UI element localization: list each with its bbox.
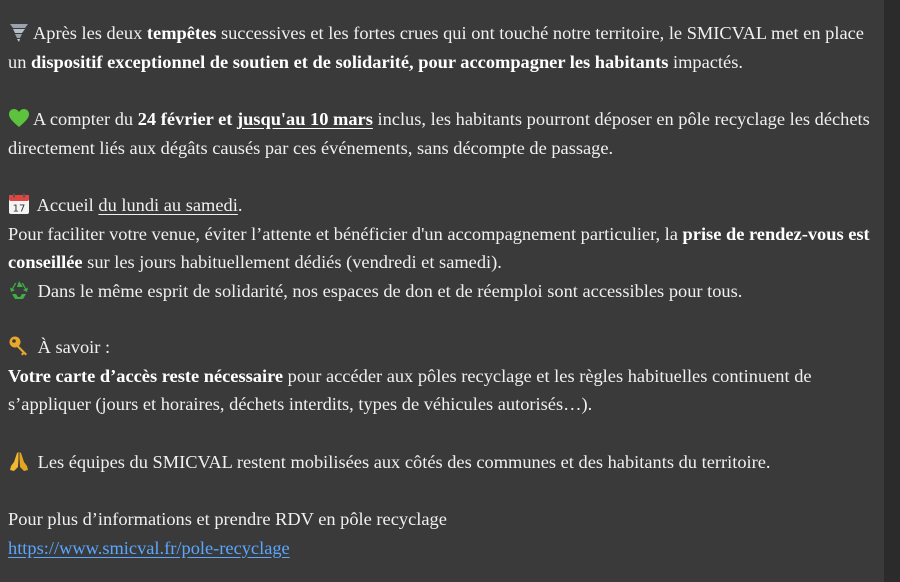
appointment-text-1: Pour faciliter votre venue, éviter l’attente et bénéficier d'un accompagnement particulier, la	[8, 223, 683, 244]
intro-text-1: Après les deux	[33, 23, 147, 43]
good-to-know-text: À savoir :	[33, 337, 111, 357]
paragraph-appointment	[8, 220, 882, 277]
appointment-bold: prise de rendez-vous est conseillée	[8, 223, 870, 272]
dates-bold-and: et	[213, 109, 237, 129]
paragraph-intro	[8, 19, 882, 76]
key-icon	[8, 335, 30, 357]
intro-text-2: successives et les fortes crues qui ont touché notre territoire, le SMICVAL met en place un	[8, 23, 864, 72]
intro-text-3: impactés.	[668, 51, 743, 72]
more-info-text: Pour plus d’informations et prendre RDV en pôle recyclage	[8, 509, 447, 529]
paragraph-opening-days	[8, 191, 882, 220]
paragraph-dates	[8, 105, 882, 162]
praying-hands-icon	[8, 450, 30, 472]
reuse-text: Dans le même esprit de solidarité, nos espaces de don et de réemploi sont accessibles pour tous.	[33, 280, 743, 301]
paragraph-link	[8, 534, 882, 563]
paragraph-reuse	[8, 277, 882, 306]
dates-text-2: inclus, les habitants pourront déposer en pôle recyclage les déchets directement liés aux dégâts causés par ces événements, sans décompte de passage.	[8, 109, 870, 158]
paragraph-more-info	[8, 505, 882, 534]
opening-text-2: .	[237, 195, 243, 215]
dates-text-1: A compter du	[33, 109, 138, 129]
access-card-bold: Votre carte d’accès reste nécessaire	[8, 365, 284, 386]
appointment-text-2: sur les jours habituellement dédiés (vendredi et samedi).	[82, 252, 502, 272]
opening-days-underlined: du lundi au samedi	[98, 195, 238, 215]
dates-bold-start: 24 février	[137, 109, 214, 129]
dates-bold-end: jusqu'au 10 mars	[236, 109, 373, 129]
intro-bold-2: dispositif exceptionnel de soutien et de solidarité, pour accompagner les habitants	[31, 51, 669, 72]
opening-text-1: Accueil	[33, 195, 99, 215]
window-edge	[884, 0, 900, 582]
paragraph-access-card	[8, 362, 882, 419]
access-card-text: pour accéder aux pôles recyclage et les règles habituelles continuent de s’appliquer (jours et horaires, déchets interdits, types de véhicules autorisés…).	[8, 365, 812, 414]
post-body	[8, 19, 882, 562]
paragraph-teams	[8, 448, 882, 477]
recycle-icon	[8, 279, 30, 301]
teams-text: Les équipes du SMICVAL restent mobilisées aux côtés des communes et des habitants du territoire.	[33, 451, 771, 472]
calendar-icon	[8, 193, 30, 215]
paragraph-good-to-know	[8, 333, 882, 362]
green-heart-icon	[8, 107, 30, 129]
calendar-icon-day: 17	[12, 203, 26, 215]
smicval-pole-recyclage-link[interactable]: https://www.smicval.fr/pole-recyclage	[8, 537, 290, 558]
intro-bold-1: tempêtes	[146, 23, 217, 43]
tornado-icon	[8, 21, 30, 43]
